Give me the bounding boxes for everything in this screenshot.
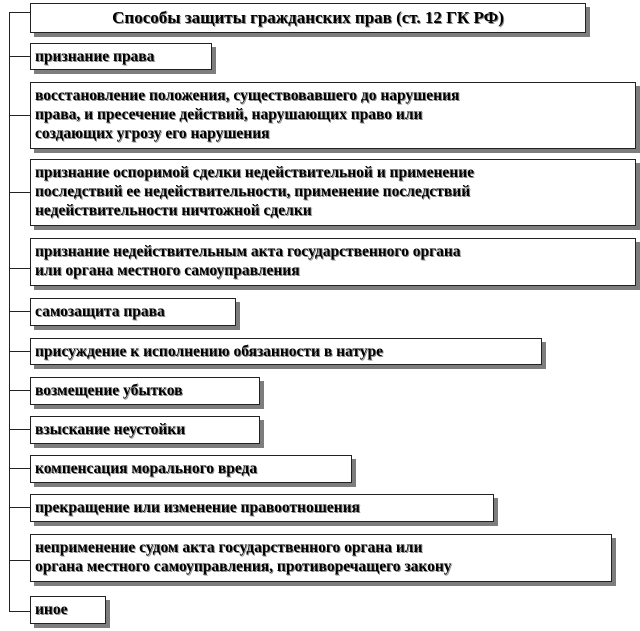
item-connector bbox=[9, 507, 30, 508]
item-connector bbox=[9, 468, 30, 469]
item-connector bbox=[9, 56, 30, 57]
method-box-invalid-transaction bbox=[30, 159, 636, 226]
method-text: присуждение к исполнению обязанности в натуре bbox=[35, 343, 384, 360]
method-text: компенсация морального вреда bbox=[35, 460, 258, 477]
method-box-penalty bbox=[30, 416, 260, 444]
item-connector bbox=[9, 560, 30, 561]
method-text: права, и пресечение действий, нарушающих право или bbox=[35, 106, 423, 123]
method-text: признание права bbox=[35, 48, 155, 65]
diagram-title bbox=[30, 3, 586, 33]
item-connector bbox=[9, 429, 30, 430]
method-text: самозащита права bbox=[35, 303, 165, 320]
method-box-damages bbox=[30, 377, 260, 405]
method-box-termination bbox=[30, 494, 494, 522]
method-text: возмещение убытков bbox=[35, 382, 183, 399]
method-box-self-defense bbox=[30, 298, 236, 326]
method-box-recognition-of-right bbox=[30, 43, 212, 70]
method-text: неприменение судом акта государственного органа или bbox=[35, 539, 423, 556]
method-box-restoration bbox=[30, 82, 636, 149]
method-text: органа местного самоуправления, противоречащего закону bbox=[35, 558, 452, 575]
item-connector bbox=[9, 390, 30, 391]
method-box-other bbox=[30, 596, 106, 624]
method-text: или органа местного самоуправления bbox=[35, 262, 300, 279]
method-box-invalid-state-act bbox=[30, 238, 636, 286]
method-box-moral-damage bbox=[30, 455, 352, 483]
item-connector bbox=[9, 268, 30, 269]
item-connector bbox=[9, 311, 30, 312]
method-text: признание оспоримой сделки недействительной и применение bbox=[35, 164, 475, 181]
method-text: признание недействительным акта государственного органа bbox=[35, 243, 461, 260]
main-connector-line bbox=[9, 12, 10, 612]
diagram-title-text: Способы защиты гражданских прав (ст. 12 ГК РФ) bbox=[112, 8, 504, 27]
method-text: последствий ее недействительности, применение последствий bbox=[35, 183, 471, 200]
item-connector bbox=[9, 351, 30, 352]
title-connector bbox=[9, 12, 30, 13]
method-text: восстановление положения, существовавшего до нарушения bbox=[35, 87, 460, 104]
item-connector bbox=[9, 611, 30, 612]
method-text: создающих угрозу его нарушения bbox=[35, 125, 270, 142]
method-text: недействительности ничтожной сделки bbox=[35, 202, 312, 219]
method-text: иное bbox=[35, 601, 68, 618]
item-connector bbox=[9, 192, 30, 193]
item-connector bbox=[9, 115, 30, 116]
method-box-specific-performance bbox=[30, 338, 542, 365]
method-text: прекращение или изменение правоотношения bbox=[35, 499, 360, 516]
method-text: взыскание неустойки bbox=[35, 421, 186, 438]
method-box-non-application bbox=[30, 534, 612, 582]
